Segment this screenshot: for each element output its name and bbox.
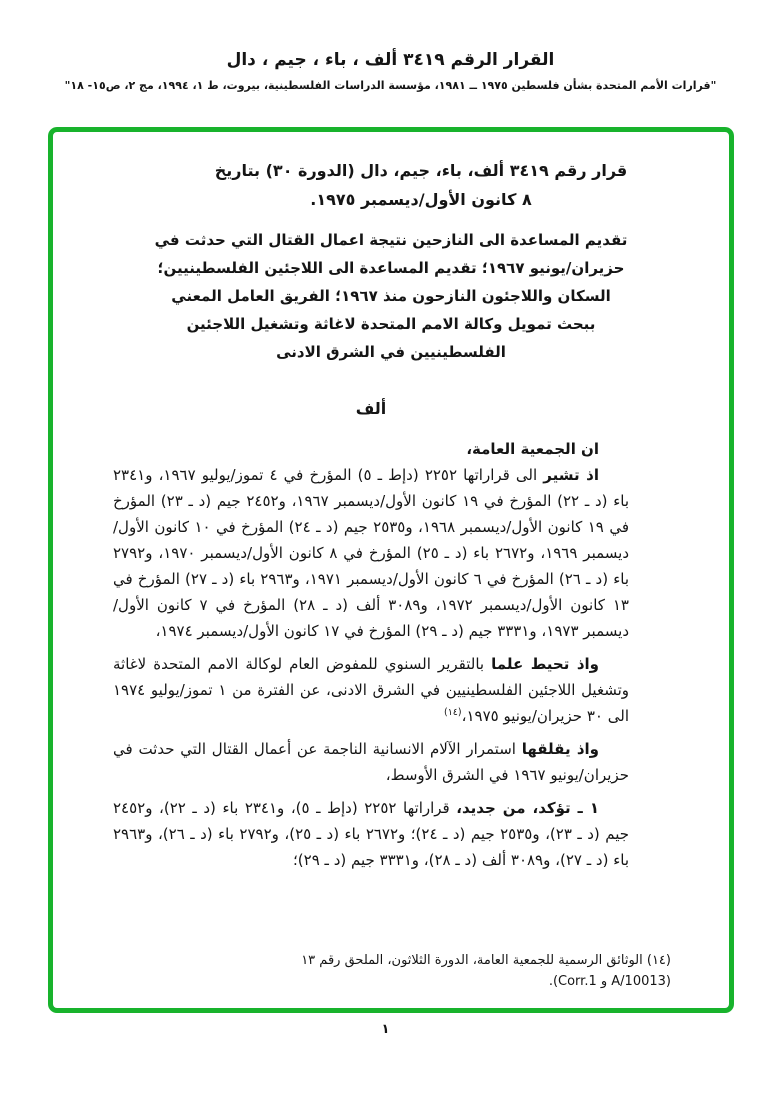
paragraph-lead: اذ تشير <box>543 466 600 484</box>
green-highlight-box <box>48 127 734 1013</box>
paragraph-text: الى قراراتها ٢٢٥٢ (دإط ـ ٥) المؤرخ في ٤ تموز/يوليو ١٩٦٧، و٢٣٤١ باء (د ـ ٢٢) المؤرخ في ١٩ كانون الأول/ديسمبر ١٩٦٧، و٢٤٥٢ جيم (د ـ ٢٣) المؤرخ في ١٩ كانون الأول/ديسمبر ١٩٦٨، و٢٥٣٥ جيم (د ـ ٢٤) المؤرخ في ١٠ كانون الأول/ديسمبر ١٩٦٩، و٢٦٧٢ باء (د ـ ٢٥) المؤرخ في ٨ كانون الأول/ديسمبر ١٩٧٠، و٢٧٩٢ باء (د ـ ٢٦) المؤرخ في ٦ كانون الأول/ديسمبر ١٩٧١، و٢٩٦٣ باء (د ـ ٢٧) المؤرخ في ١٣ كانون الأول/ديسمبر ١٩٧٢، و٣٠٨٩ ألف (د ـ ٢٨) المؤرخ في ٧ كانون الأول/ديسمبر ١٩٧٣، و٣٣٣١ جيم (د ـ ٢٩) المؤرخ في ١٧ كانون الأول/ديسمبر ١٩٧٤، <box>113 466 630 640</box>
paragraph-recalling <box>113 462 629 644</box>
paragraph-operative-1 <box>113 795 629 873</box>
resolution-subject: تقديم المساعدة الى النازحين نتيجة اعمال القتال التي حدثت في حزيران/يونيو ١٩٦٧؛ تقديم المساعدة الى اللاجئين الفلسطينيين؛ السكان واللاجئون النازحون منذ ١٩٦٧؛ الفريق العامل المعني ببحث تمويل وكالة الامم المتحدة لاغاثة وتشغيل اللاجئين الفلسطينيين في الشرق الادنى <box>154 231 628 361</box>
footnote-marker: (١٤) <box>646 953 671 968</box>
preamble-opening: ان الجمعية العامة، <box>466 440 599 458</box>
paragraph-concerned <box>113 736 629 788</box>
paragraph-lead: واذ تحيط علما <box>491 655 599 673</box>
paragraph-lead: ١ ـ تؤكد، من جديد، <box>456 799 599 817</box>
paragraph-text: استمرار الآلام الانسانية الناجمة عن أعمال القتال التي حدثت في حزيران/يونيو ١٩٦٧ في الشرق الأوسط، <box>113 740 629 784</box>
footnote <box>279 950 671 992</box>
resolution-heading: قرار رقم ٣٤١٩ ألف، باء، جيم، دال (الدورة ٣٠) بتاريخ ٨ كانون الأول/ديسمبر ١٩٧٥. <box>214 161 628 209</box>
footnote-reference: (١٤) <box>443 707 462 718</box>
paragraph-lead: واذ يقلقها <box>521 740 599 758</box>
section-heading-alif: ألف <box>355 399 387 418</box>
resolution-body <box>113 132 629 873</box>
paragraph-taking-note <box>113 651 629 729</box>
page-header <box>0 0 781 92</box>
page-number: ١ <box>381 1022 390 1037</box>
paragraph-text: قراراتها ٢٢٥٢ (دإط ـ ٥)، و٢٣٤١ باء (د ـ ٢٢)، و٢٤٥٢ جيم (د ـ ٢٣)، و٢٥٣٥ جيم (د ـ ٢٤)؛ و٢٦٧٢ باء (د ـ ٢٥)، و٢٧٩٢ باء (د ـ ٢٦)، و٢٩٦٣ باء (د ـ ٢٧)، و٣٠٨٩ ألف (د ـ ٢٨)، و٣٣٣١ جيم (د ـ ٢٩)؛ <box>113 799 630 869</box>
paragraph-text: بالتقرير السنوي للمفوض العام لوكالة الامم المتحدة لاغاثة وتشغيل اللاجئين الفلسطينيين في الشرق الادنى، عن الفترة من ١ تموز/يوليو ١٩٧٤ الى ٣٠ حزيران/يونيو ١٩٧٥، <box>113 655 629 725</box>
source-citation: "قرارات الأمم المتحدة بشأن فلسطين ١٩٧٥ ــ ١٩٨١، مؤسسة الدراسات الفلسطينية، بيروت، ط ١، ١٩٩٤، مج ٢، ص١٥- ١٨" <box>64 79 717 92</box>
document-title: القرار الرقم ٣٤١٩ ألف ، باء ، جيم ، دال <box>226 50 555 70</box>
footnote-text: الوثائق الرسمية للجمعية العامة، الدورة الثلاثون، الملحق رقم ١٣ (A/10013 و Corr.1). <box>301 953 671 989</box>
